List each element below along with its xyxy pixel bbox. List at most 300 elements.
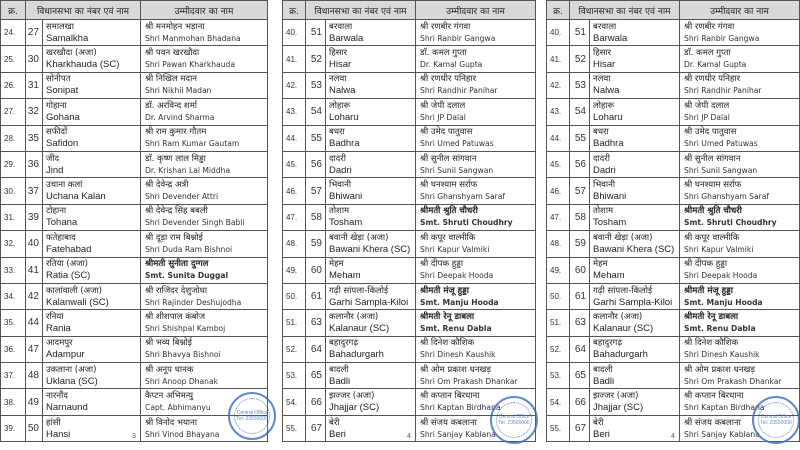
serial-number: 52. (547, 336, 570, 362)
candidate-name (416, 363, 536, 389)
constituency-name-english: Nalwa (593, 85, 620, 97)
constituency-name-hindi: बादली (329, 364, 349, 375)
constituency-name-english: Badhra (593, 138, 624, 150)
candidate-name-hindi: डॉ. कमल गुप्ता (684, 48, 731, 59)
constituency-name-hindi: तोशाम (593, 206, 614, 217)
constituency-number: 42 (26, 283, 43, 309)
table-row (547, 283, 800, 309)
constituency-name-hindi: कालांवाली (अजा) (46, 285, 102, 296)
candidate-name-hindi: श्रीमती मंजू हुड्डा (420, 285, 469, 296)
constituency-name (43, 204, 141, 230)
constituency-number: 59 (570, 231, 590, 257)
constituency-name-english: Bahadurgarh (593, 349, 648, 361)
table-row (1, 283, 268, 309)
candidate-name-hindi: श्री निखिल मदान (145, 74, 197, 85)
table-row (547, 46, 800, 72)
candidate-name-hindi: श्रीमती श्रुति चौधरी (420, 206, 478, 217)
candidate-name-english: Shri Devender Singh Babli (145, 218, 245, 228)
candidate-name-hindi: श्री देवेन्द्र अत्री (145, 180, 189, 191)
table-row (283, 231, 536, 257)
candidate-name-hindi: श्री दीपक हुड्डा (684, 259, 728, 270)
candidate-name (416, 20, 536, 46)
constituency-name-hindi: समालखा (46, 21, 74, 32)
serial-number: 39. (1, 415, 26, 441)
constituency-name (326, 99, 416, 125)
candidate-name-english: Shri Sunil Sangwan (420, 165, 494, 175)
serial-number: 43. (547, 99, 570, 125)
table-header-row (547, 1, 800, 20)
constituency-name-hindi: दादरी (593, 153, 610, 164)
candidate-name-english: Shri Ghanshyam Saraf (684, 192, 770, 202)
constituency-name (326, 125, 416, 151)
serial-number: 43. (283, 99, 306, 125)
constituency-number: 66 (306, 389, 326, 415)
candidate-name (680, 99, 800, 125)
candidate-name (141, 257, 268, 283)
candidate-name-english: Dr. Arvind Sharma (145, 112, 215, 122)
candidate-name-hindi: डॉ. अरविन्द शर्मा (145, 100, 197, 111)
table-row (547, 231, 800, 257)
candidate-name (680, 310, 800, 336)
candidate-name-english: Shri Duda Ram Bishnoi (145, 244, 233, 254)
constituency-name (590, 336, 680, 362)
constituency-name-hindi: बवानी खेड़ा (अजा) (329, 232, 389, 243)
serial-number: 30. (1, 178, 26, 204)
constituency-name-english: Tosham (593, 217, 627, 229)
table-row (1, 178, 268, 204)
serial-number: 47. (547, 204, 570, 230)
constituency-name-hindi: उकलाना (अजा) (46, 364, 97, 375)
constituency-name-hindi: बहादुरगढ़ (329, 338, 359, 349)
constituency-name-english: Jind (46, 164, 64, 176)
candidate-name-english: Shri Devender Attri (145, 192, 219, 202)
candidate-name (680, 72, 800, 98)
constituency-number: 31 (26, 72, 43, 98)
serial-number: 36. (1, 336, 26, 362)
candidate-name-english: Shri Dinesh Kaushik (420, 350, 496, 360)
constituency-name-english: Dadri (329, 164, 352, 176)
constituency-header: विधानसभा का नंबर एवं नाम (570, 1, 680, 20)
candidate-name-english: Smt. Manju Hooda (420, 297, 499, 307)
serial-number: 45. (283, 151, 306, 177)
serial-number: 37. (1, 363, 26, 389)
constituency-name-hindi: उचाना कलां (46, 180, 83, 191)
constituency-name (326, 231, 416, 257)
candidate-name-english: Shri Ram Kumar Gautam (145, 139, 240, 149)
serial-number: 42. (547, 72, 570, 98)
constituency-number: 53 (570, 72, 590, 98)
candidate-name (680, 363, 800, 389)
serial-number: 53. (547, 363, 570, 389)
serial-number: 34. (1, 283, 26, 309)
candidate-name-english: Shri Randhir Panihar (684, 86, 762, 96)
candidate-name-hindi: श्री रणधीर पनिहार (420, 74, 477, 85)
constituency-number: 57 (570, 178, 590, 204)
constituency-name-hindi: दादरी (329, 153, 346, 164)
candidate-name-english: Shri Deepak Hooda (420, 271, 494, 281)
serial-number: 48. (547, 231, 570, 257)
constituency-name-english: Fatehabad (46, 243, 92, 255)
candidate-name (680, 151, 800, 177)
candidate-name-hindi: श्री कपूर वाल्मीकि (684, 232, 740, 243)
constituency-name-english: Beri (329, 428, 346, 440)
constituency-name-hindi: बरवाला (329, 21, 353, 32)
constituency-name-english: Barwala (329, 32, 364, 44)
table-body (283, 20, 536, 442)
page-number: 3 (132, 433, 136, 440)
constituency-number: 64 (570, 336, 590, 362)
constituency-name-hindi: बधरा (329, 127, 345, 138)
constituency-name-english: Loharu (593, 111, 623, 123)
constituency-number: 57 (306, 178, 326, 204)
table-row (283, 20, 536, 46)
candidate-name-hindi: श्रीमती मंजू हुड्डा (684, 285, 733, 296)
candidate-name-hindi: श्री पवन खरखौदा (145, 48, 200, 59)
serial-number: 27. (1, 99, 26, 125)
table-row (547, 72, 800, 98)
page-number: 4 (407, 433, 411, 440)
constituency-number: 50 (26, 415, 43, 441)
constituency-number: 49 (26, 389, 43, 415)
constituency-name-hindi: हांसी (46, 417, 61, 428)
candidate-name-hindi: श्री रणधीर पनिहार (684, 74, 741, 85)
candidate-name-hindi: श्री घनश्याम सर्राफ (420, 180, 478, 191)
constituency-name (43, 283, 141, 309)
candidate-name-hindi: श्री दूड़ा राम बिश्नोई (145, 232, 203, 243)
candidate-name-english: Shri Manmohan Bhadana (145, 33, 241, 43)
constituency-name-hindi: मेहम (593, 259, 608, 270)
constituency-name-hindi: नलवा (593, 74, 611, 85)
constituency-number: 54 (306, 99, 326, 125)
constituency-name-hindi: गढ़ी सांपला-किलोई (329, 285, 389, 296)
candidate-name-hindi: कैप्टन अभिमन्यु (145, 391, 194, 402)
constituency-name-hindi: खरखौदा (अजा) (46, 48, 97, 59)
constituency-name (326, 20, 416, 46)
candidate-name (680, 257, 800, 283)
constituency-name (590, 178, 680, 204)
serial-number: 28. (1, 125, 26, 151)
candidate-name-hindi: श्री सुनील सांगवान (420, 153, 477, 164)
serial-number: 26. (1, 72, 26, 98)
constituency-name-hindi: सोनीपत (46, 74, 71, 85)
candidate-name (141, 125, 268, 151)
constituency-name-hindi: जींद (46, 153, 60, 164)
candidate-name-english: Shri Dinesh Kaushik (684, 350, 760, 360)
table-row (1, 310, 268, 336)
constituency-number: 60 (570, 257, 590, 283)
candidate-name-hindi: श्री भव्य बिश्नोई (145, 338, 192, 349)
candidate-table (546, 0, 800, 442)
table-row (547, 204, 800, 230)
constituency-name (590, 363, 680, 389)
serial-number: 32. (1, 231, 26, 257)
candidate-header: उम्मीदवार का नाम (680, 1, 800, 20)
candidate-name-english: Smt. Renu Dabla (420, 323, 492, 333)
constituency-name-hindi: लोहारू (329, 100, 351, 111)
constituency-name-hindi: बेरी (593, 417, 604, 428)
candidate-name (416, 46, 536, 72)
constituency-name (43, 125, 141, 151)
constituency-name (43, 20, 141, 46)
table-row (283, 151, 536, 177)
constituency-name-hindi: भिवानी (593, 180, 616, 191)
candidate-name-hindi: श्री दिनेश कौशिक (420, 338, 475, 349)
constituency-number: 51 (306, 20, 326, 46)
serial-number: 55. (283, 415, 306, 441)
table-body (547, 20, 800, 442)
table-row (1, 99, 268, 125)
candidate-name (680, 231, 800, 257)
constituency-name-english: Bawani Khera (SC) (593, 243, 675, 255)
candidate-name (416, 204, 536, 230)
constituency-name (43, 389, 141, 415)
serial-number: 41. (547, 46, 570, 72)
constituency-name (43, 72, 141, 98)
serial-number: 40. (283, 20, 306, 46)
table-row (1, 125, 268, 151)
constituency-name (43, 46, 141, 72)
serial-number: 47. (283, 204, 306, 230)
constituency-name (590, 46, 680, 72)
constituency-name-hindi: नारनौंद (46, 391, 68, 402)
constituency-name-hindi: भिवानी (329, 180, 352, 191)
constituency-number: 63 (306, 310, 326, 336)
serial-number: 29. (1, 151, 26, 177)
serial-number: 44. (547, 125, 570, 151)
constituency-number: 44 (26, 310, 43, 336)
candidate-name (416, 151, 536, 177)
candidate-name-english: Shri Shishpal Kamboj (145, 323, 226, 333)
serial-header: क्र. (283, 1, 306, 20)
constituency-name-english: Kharkhauda (SC) (46, 59, 120, 71)
candidate-name-english: Shri Kapur Valmiki (420, 244, 490, 254)
table-row (547, 178, 800, 204)
constituency-name-english: Ratia (SC) (46, 270, 91, 282)
constituency-name (326, 257, 416, 283)
table-row (283, 310, 536, 336)
constituency-number: 37 (26, 178, 43, 204)
constituency-name-english: Badhra (329, 138, 360, 150)
constituency-name-english: Bawani Khera (SC) (329, 243, 411, 255)
candidate-name-hindi: श्री ओम प्रकाश धनखड़ (684, 364, 755, 375)
candidate-name-english: Shri Rajinder Deshujodha (145, 297, 242, 307)
constituency-number: 56 (570, 151, 590, 177)
serial-number: 50. (283, 283, 306, 309)
constituency-number: 30 (26, 46, 43, 72)
candidate-table (0, 0, 268, 442)
constituency-number: 40 (26, 231, 43, 257)
constituency-name-english: Kalanaur (SC) (329, 322, 390, 334)
constituency-name-hindi: टोहाना (46, 206, 67, 217)
constituency-name (590, 283, 680, 309)
candidate-name-english: Shri Sanjay Kablana (420, 429, 496, 439)
constituency-name (590, 151, 680, 177)
candidate-name (141, 310, 268, 336)
serial-number: 49. (283, 257, 306, 283)
constituency-name-english: Safidon (46, 138, 79, 150)
serial-number: 45. (547, 151, 570, 177)
constituency-name (590, 389, 680, 415)
stamp-text: Central Office Tel: 23500000 (760, 414, 792, 426)
constituency-name-hindi: बवानी खेड़ा (अजा) (593, 232, 653, 243)
table-row (283, 46, 536, 72)
table-body (1, 20, 268, 442)
candidate-name-english: Shri Om Prakash Dhankar (684, 376, 782, 386)
constituency-name (590, 20, 680, 46)
candidate-name-english: Dr. Kamal Gupta (420, 60, 483, 70)
candidate-name-english: Shri Umed Patuwas (420, 139, 494, 149)
constituency-name (43, 257, 141, 283)
candidate-name-english: Dr. Kamal Gupta (684, 60, 747, 70)
constituency-name-hindi: बधरा (593, 127, 609, 138)
candidate-name-hindi: श्रीमती सुनीता दुग्गल (145, 259, 209, 270)
serial-number: 44. (283, 125, 306, 151)
constituency-name-english: Bhiwani (593, 191, 627, 203)
serial-number: 53. (283, 363, 306, 389)
candidate-name-english: Shri Kaptan Birdhana (420, 403, 501, 413)
document-page-4-duplicate (546, 0, 800, 450)
constituency-number: 65 (306, 363, 326, 389)
candidate-name (141, 231, 268, 257)
candidate-name-english: Shri Kaptan Birdhana (684, 403, 765, 413)
candidate-name-hindi: श्री शीशपाल कंबोज (145, 311, 206, 322)
constituency-name (326, 204, 416, 230)
table-row (547, 151, 800, 177)
constituency-number: 41 (26, 257, 43, 283)
constituency-name-hindi: कलानौर (अजा) (593, 311, 643, 322)
constituency-number: 56 (306, 151, 326, 177)
office-stamp-icon (490, 396, 538, 444)
constituency-name (590, 125, 680, 151)
candidate-name-hindi: श्री मनमोहन भड़ाना (145, 21, 205, 32)
candidate-name (416, 72, 536, 98)
constituency-number: 51 (570, 20, 590, 46)
serial-header: क्र. (1, 1, 26, 20)
candidate-name-english: Shri Vinod Bhayana (145, 429, 220, 439)
constituency-name (326, 178, 416, 204)
constituency-name-hindi: हिसार (593, 48, 612, 59)
candidate-name (141, 99, 268, 125)
constituency-number: 55 (570, 125, 590, 151)
constituency-name (590, 231, 680, 257)
serial-number: 38. (1, 389, 26, 415)
constituency-number: 64 (306, 336, 326, 362)
constituency-name-english: Meham (329, 270, 361, 282)
candidate-name (680, 204, 800, 230)
candidate-name-english: Shri Deepak Hooda (684, 271, 758, 281)
constituency-name-english: Badli (593, 375, 615, 387)
candidate-name-english: Shri Bhavya Bishnoi (145, 350, 221, 360)
constituency-name-hindi: फतेहाबाद (46, 232, 76, 243)
serial-number: 42. (283, 72, 306, 98)
candidate-name-hindi: श्री जेपी दलाल (420, 100, 466, 111)
candidate-name (141, 151, 268, 177)
serial-number: 41. (283, 46, 306, 72)
constituency-name-english: Loharu (329, 111, 359, 123)
constituency-name-english: Jhajjar (SC) (593, 402, 644, 414)
constituency-name-english: Kalanaur (SC) (593, 322, 654, 334)
constituency-number: 61 (570, 283, 590, 309)
candidate-name-english: Shri Nikhil Madan (145, 86, 212, 96)
constituency-name-hindi: लोहारू (593, 100, 615, 111)
candidate-name-english: Shri Ghanshyam Saraf (420, 192, 506, 202)
candidate-name-english: Shri Ranbir Gangwa (420, 33, 496, 43)
table-row (1, 46, 268, 72)
candidate-name-english: Smt. Shruti Choudhry (684, 218, 777, 228)
serial-number: 49. (547, 257, 570, 283)
constituency-header: विधानसभा का नंबर एवं नाम (26, 1, 141, 20)
candidate-name-hindi: श्री कपूर वाल्मीकि (420, 232, 476, 243)
candidate-name-hindi: श्री राजिंदर देशुजोधा (145, 285, 208, 296)
constituency-number: 63 (570, 310, 590, 336)
constituency-name-english: Nalwa (329, 85, 356, 97)
constituency-number: 39 (26, 204, 43, 230)
candidate-name-hindi: श्री संजय कबलाना (684, 417, 741, 428)
candidate-name (416, 231, 536, 257)
constituency-number: 52 (570, 46, 590, 72)
constituency-name-english: Uklana (SC) (46, 375, 98, 387)
table-row (1, 231, 268, 257)
constituency-name (326, 72, 416, 98)
constituency-name-hindi: बेरी (329, 417, 340, 428)
candidate-name (416, 310, 536, 336)
candidate-name-hindi: श्री कप्तान बिरधाना (684, 391, 744, 402)
candidate-name-hindi: श्री उमेद पातुवास (684, 127, 737, 138)
candidate-name-hindi: श्री रणबीर गंगवा (684, 21, 735, 32)
constituency-name (590, 99, 680, 125)
candidate-name (141, 283, 268, 309)
constituency-name-hindi: झज्जर (अजा) (593, 391, 639, 402)
constituency-name-english: Samalkha (46, 32, 89, 44)
candidate-name (680, 20, 800, 46)
candidate-name (141, 46, 268, 72)
constituency-name-hindi: झज्जर (अजा) (329, 391, 375, 402)
constituency-number: 36 (26, 151, 43, 177)
candidate-name (416, 257, 536, 283)
constituency-name (590, 257, 680, 283)
constituency-header: विधानसभा का नंबर एवं नाम (306, 1, 416, 20)
candidate-name-english: Shri Om Prakash Dhankar (420, 376, 518, 386)
constituency-name-hindi: कलानौर (अजा) (329, 311, 379, 322)
candidate-name-hindi: श्री अनूप धानक (145, 364, 194, 375)
table-row (1, 72, 268, 98)
candidate-name-english: Shri Randhir Panihar (420, 86, 498, 96)
candidate-name (141, 72, 268, 98)
candidate-name-english: Shri Sanjay Kablana (684, 429, 760, 439)
constituency-name-english: Sonipat (46, 85, 79, 97)
constituency-name (326, 283, 416, 309)
serial-header: क्र. (547, 1, 570, 20)
candidate-name (141, 20, 268, 46)
constituency-number: 32 (26, 99, 43, 125)
candidate-name (416, 336, 536, 362)
constituency-number: 55 (306, 125, 326, 151)
candidate-name-english: Shri JP Dalal (420, 112, 466, 122)
constituency-name (43, 310, 141, 336)
serial-number: 55. (547, 415, 570, 441)
constituency-number: 61 (306, 283, 326, 309)
constituency-name (590, 72, 680, 98)
candidate-name-hindi: श्री जेपी दलाल (684, 100, 730, 111)
constituency-name (43, 99, 141, 125)
constituency-number: 53 (306, 72, 326, 98)
candidate-name-hindi: श्री उमेद पातुवास (420, 127, 473, 138)
candidate-name-english: Shri Sunil Sangwan (684, 165, 758, 175)
constituency-name-english: Narnaund (46, 402, 88, 414)
page-number: 4 (671, 433, 675, 440)
serial-number: 52. (283, 336, 306, 362)
candidate-name-english: Shri Umed Patuwas (684, 139, 758, 149)
